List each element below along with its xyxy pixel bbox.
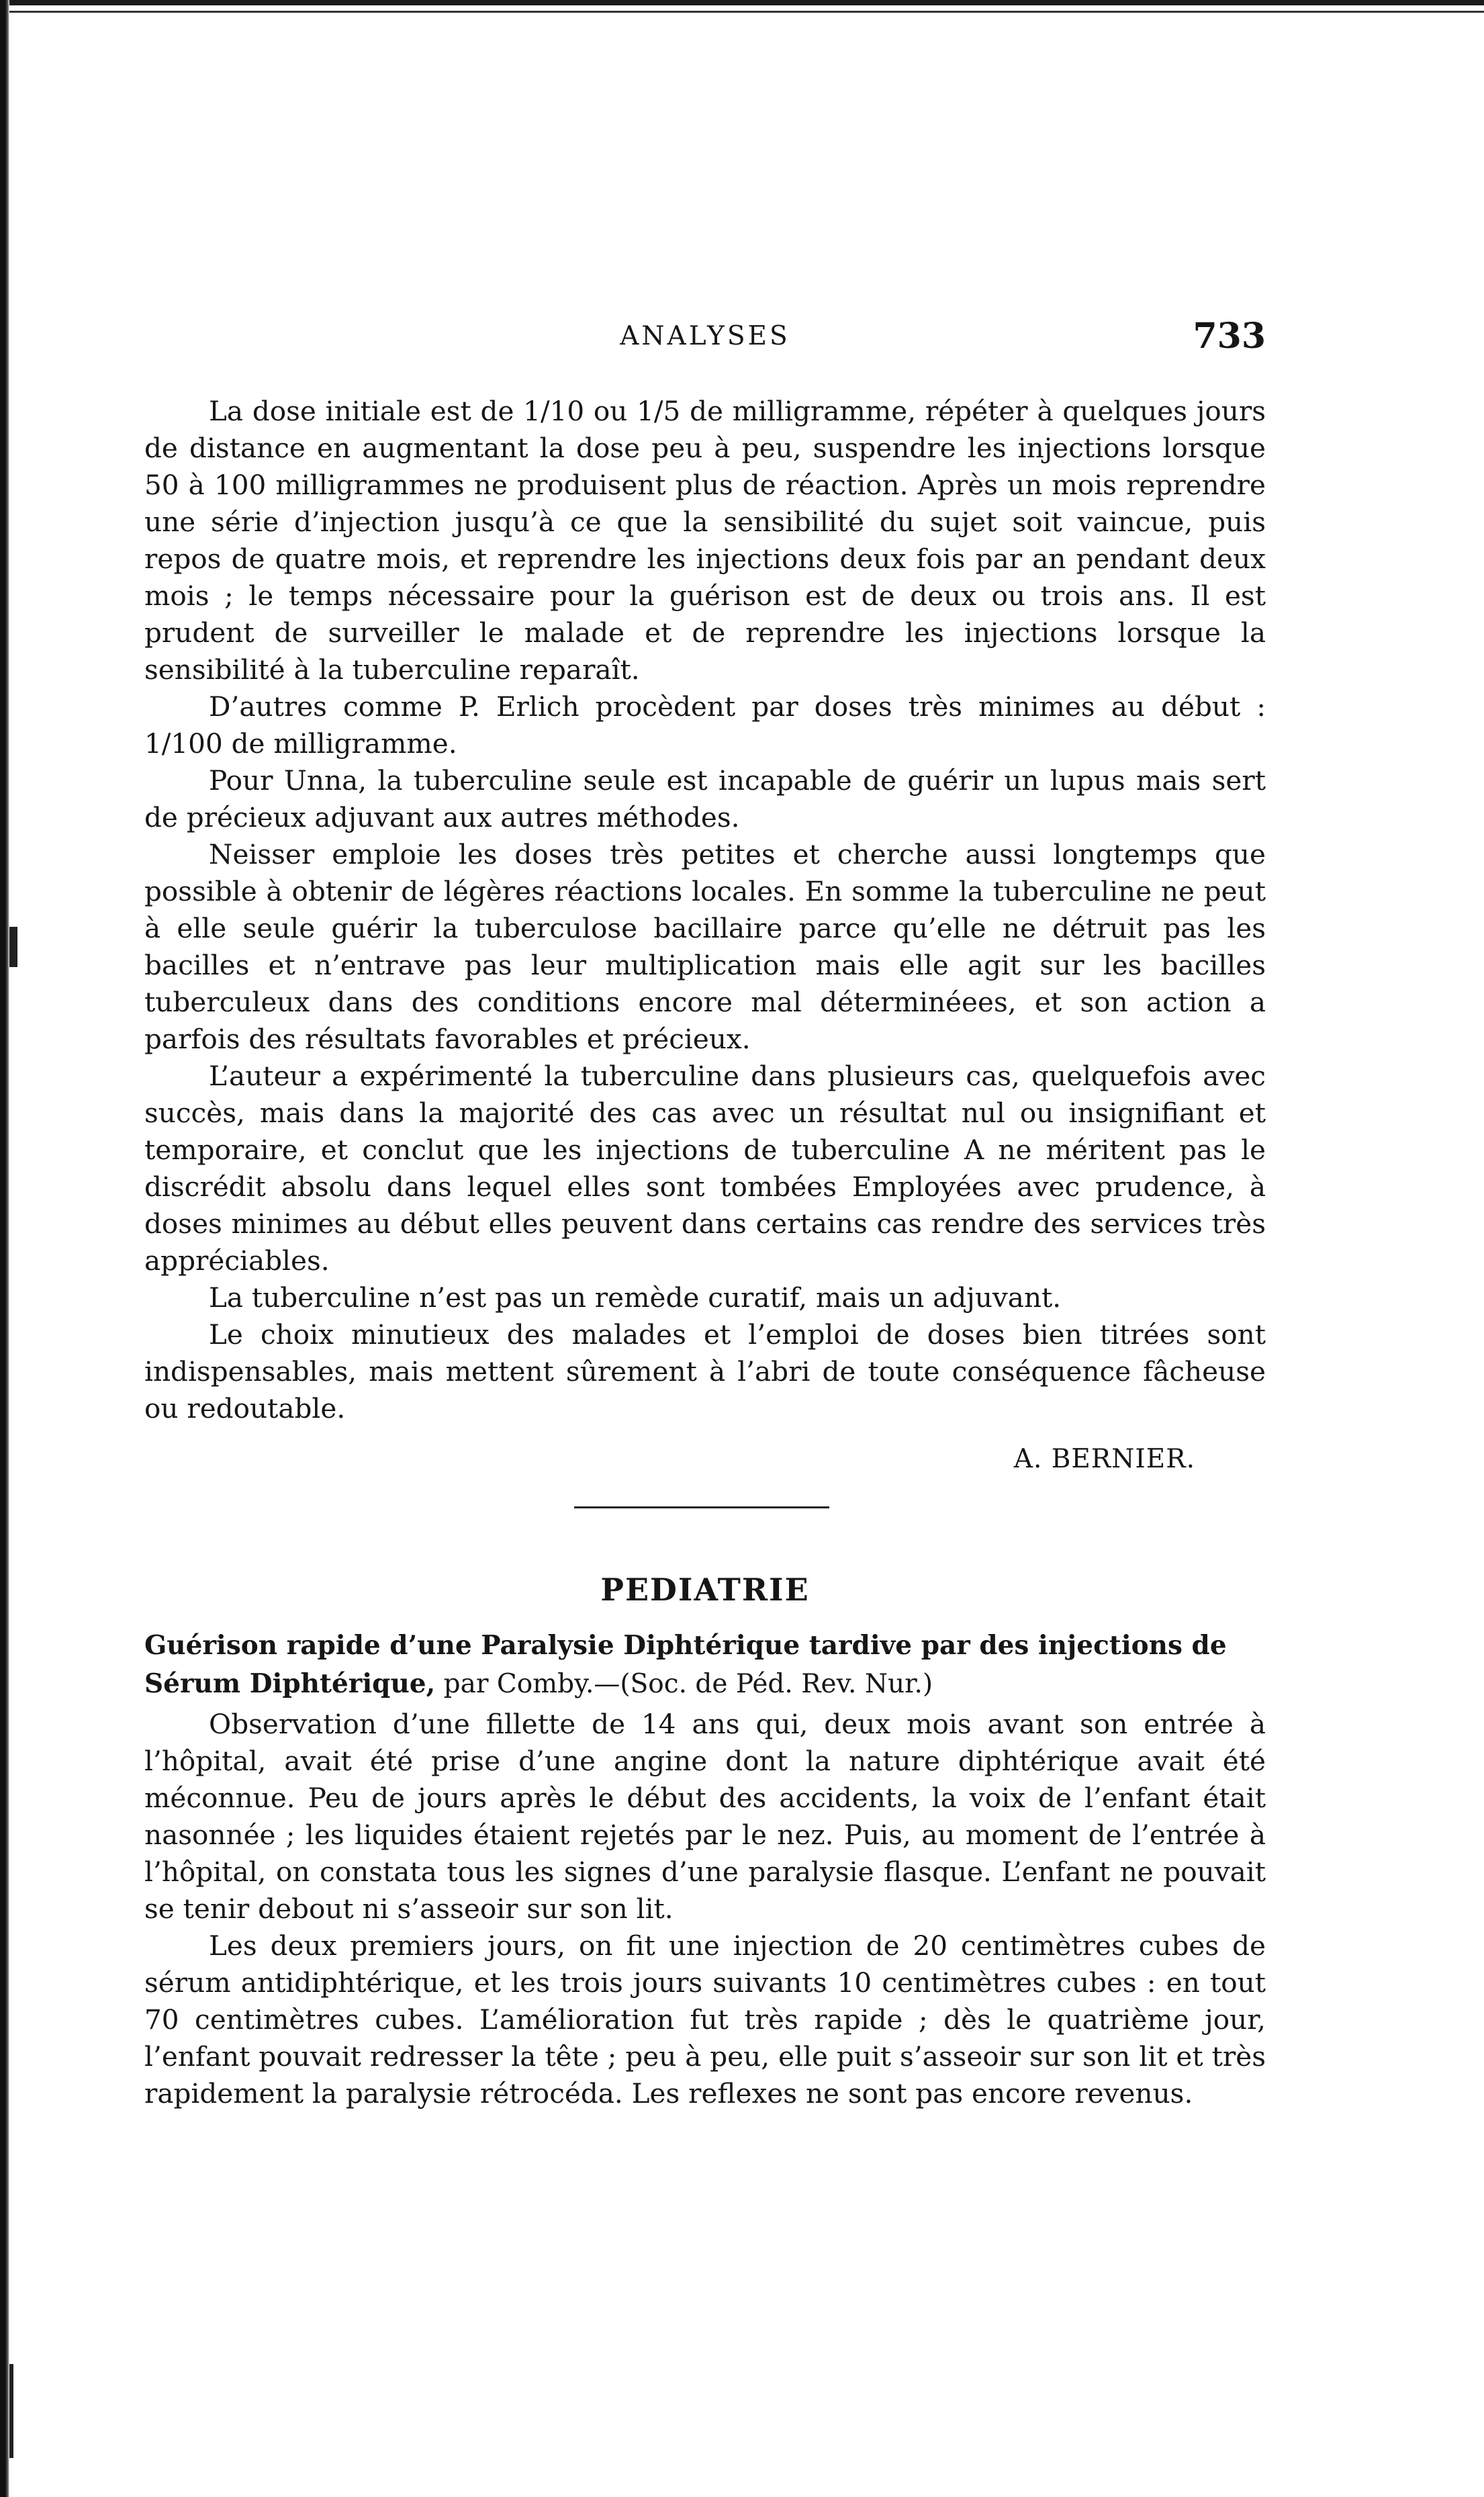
article-title-main: Guérison rapide d’une Paralysie Diphtérique tardive par des injections de Sérum Diphtérique, xyxy=(144,1630,1227,1699)
scan-edge-mark xyxy=(9,2364,13,2458)
scan-top-border-thin xyxy=(0,11,1484,13)
paragraph: Observation d’une fillette de 14 ans qui, deux mois avant son entrée à l’hôpital, avait été prise d’une angine dont la nature diphtérique avait été méconnue. Peu de jours après le début des accidents, la voix de l’enfant était nasonnée ; les liquides étaient rejetés par le nez. Puis, au moment de l’entrée à l’hôpital, on constata tous les signes d’une paralysie flasque. L’enfant ne pouvait se tenir debout ni s’asseoir sur son lit. xyxy=(144,1708,1266,1925)
page-header xyxy=(144,316,1266,363)
paragraph: D’autres comme P. Erlich procèdent par doses très minimes au début : 1/100 de milligramme. xyxy=(144,690,1266,760)
analysis-body xyxy=(144,393,1266,1427)
scan-top-border xyxy=(0,0,1484,5)
scan-edge-mark xyxy=(9,927,17,967)
pediatrics-body xyxy=(144,1706,1266,2112)
paragraph: Neisser emploie les doses très petites et cherche aussi longtemps que possible à obtenir de légères réactions locales. En somme la tuberculine ne peut à elle seule guérir la tuberculose bacillaire parce qu’elle ne détruit pas les bacilles et n’entrave pas leur multiplication mais elle agit sur les bacilles tuberculeux dans des conditions encore mal déterminéees, et son action a parfois des résultats favorables et précieux. xyxy=(144,838,1266,1055)
article-title xyxy=(144,1627,1266,1703)
paragraph: Pour Unna, la tuberculine seule est incapable de guérir un lupus mais sert de précieux adjuvant aux autres méthodes. xyxy=(144,764,1266,833)
section-divider xyxy=(574,1506,829,1508)
section-heading: PEDIATRIE xyxy=(600,1572,810,1608)
running-head: ANALYSES xyxy=(620,321,790,351)
paragraph: La tuberculine n’est pas un remède curatif, mais un adjuvant. xyxy=(209,1281,1062,1314)
page-number: 733 xyxy=(1193,316,1266,357)
paragraph: La dose initiale est de 1/10 ou 1/5 de milligramme, répéter à quelques jours de distance en augmentant la dose peu à peu, suspendre les injections lorsque 50 à 100 milligrammes ne produisent plus de réaction. Après un mois reprendre une série d’injection jusqu’à ce que la sensibilité du sujet soit vaincue, puis repos de quatre mois, et reprendre les injections deux fois par an pendant deux mois ; le temps nécessaire pour la guérison est de deux ou trois ans. Il est prudent de surveiller le malade et de reprendre les injections lorsque la sensibilité à la tuberculine reparaît. xyxy=(144,395,1266,686)
article-title-citation: par Comby.—(Soc. de Péd. Rev. Nur.) xyxy=(435,1669,933,1699)
paragraph: Les deux premiers jours, on fit une injection de 20 centimètres cubes de sérum antidiphtérique, et les trois jours suivants 10 centimètres cubes : en tout 70 centimètres cubes. L’amélioration fut très rapide ; dès le quatrième jour, l’enfant pouvait redresser la tête ; peu à peu, elle puit s’asseoir sur son lit et très rapidement la paralysie rétrocéda. Les reflexes ne sont pas encore revenus. xyxy=(144,1930,1266,2109)
paragraph: Le choix minutieux des malades et l’emploi de doses bien titrées sont indispensables, mais mettent sûrement à l’abri de toute conséquence fâcheuse ou redoutable. xyxy=(144,1318,1266,1424)
scan-left-border xyxy=(0,0,9,2497)
author-signature: A. BERNIER. xyxy=(1013,1444,1195,1474)
paragraph: L’auteur a expérimenté la tuberculine dans plusieurs cas, quelquefois avec succès, mais dans la majorité des cas avec un résultat nul ou insignifiant et temporaire, et conclut que les injections de tuberculine A ne méritent pas le discrédit absolu dans lequel elles sont tombées Employées avec prudence, à doses minimes au début elles peuvent dans certains cas rendre des services très appréciables. xyxy=(144,1060,1266,1277)
